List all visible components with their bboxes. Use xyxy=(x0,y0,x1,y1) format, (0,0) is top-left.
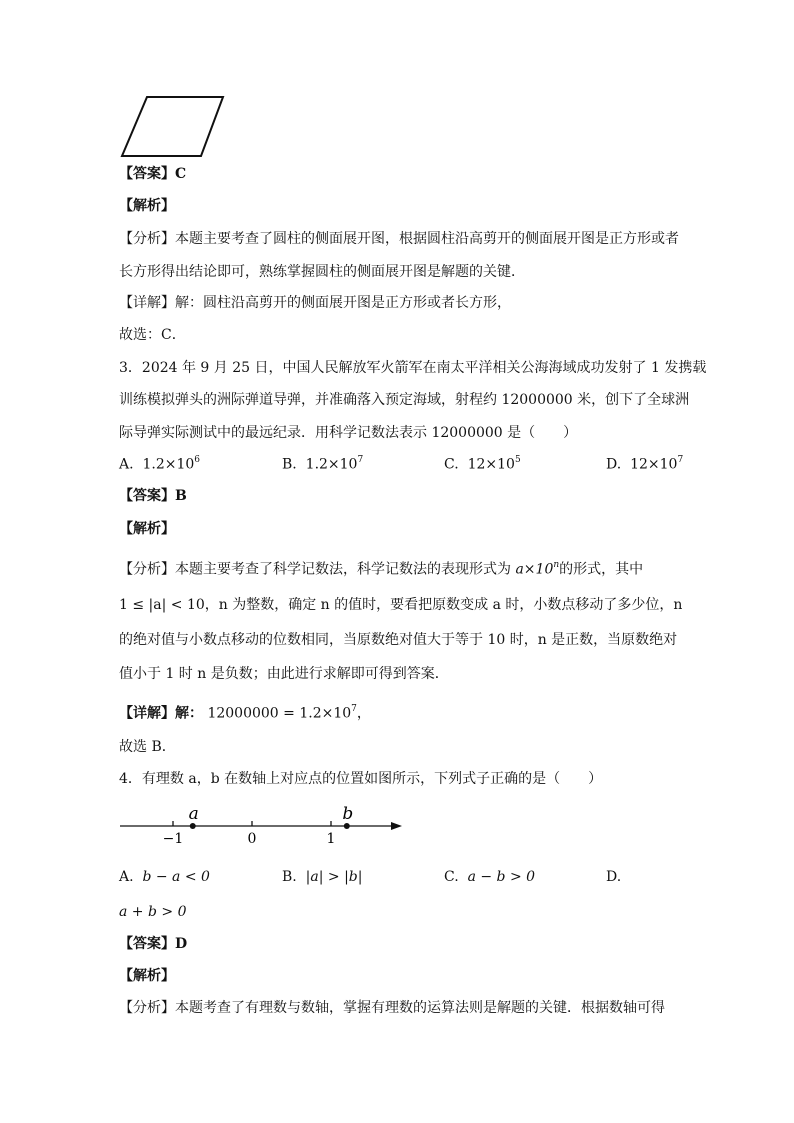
q2-answer: 【答案】C xyxy=(119,166,187,182)
q3-choose: 故选 B． xyxy=(119,739,176,755)
q4-option-d: D. xyxy=(606,869,622,885)
tick-label: 1 xyxy=(326,831,336,847)
q4-option-a: A. b − a < 0 xyxy=(119,869,210,885)
parallelogram-figure xyxy=(115,92,230,162)
q3-fenxi-line2: 1 ≤ |a| < 10，n 为整数，确定 n 的值时，要看把原数变成 a 时，小数点移动了多少位，n xyxy=(119,597,683,613)
q3-option-b: B. $1.2\times 10^7$ xyxy=(282,455,364,473)
q2-choose: 故选：C． xyxy=(119,327,186,343)
q4-option-b: B. |a| > |b| xyxy=(282,869,363,885)
number-line-arrow xyxy=(391,822,402,830)
number-line-figure xyxy=(115,800,410,850)
tick-label: −1 xyxy=(162,831,184,847)
q2-detail: 【详解】解：圆柱沿高剪开的侧面展开图是正方形或者长方形， xyxy=(119,295,511,311)
q4-stem: 4．有理数 a，b 在数轴上对应点的位置如图所示，下列式子正确的是（ ） xyxy=(119,771,603,787)
q3-fenxi-line3: 的绝对值与小数点移动的位数相同，当原数绝对值大于等于 10 时，n 是正数，当原数绝对 xyxy=(119,632,678,648)
q3-option-d: D. $12\times 10^7$ xyxy=(606,455,684,473)
q3-stem-line3: 际导弹实际测试中的最远纪录．用科学记数法表示 12000000 是（ ） xyxy=(119,425,578,441)
point-label-a: a xyxy=(188,804,199,824)
q3-stem-line2: 训练模拟弹头的洲际弹道导弹，并准确落入预定海域，射程约 12000000 米，创下了全球洲 xyxy=(119,392,690,408)
q3-answer: 【答案】B xyxy=(119,488,187,504)
q3-analysis-heading: 【解析】 xyxy=(119,521,175,537)
q3-option-c: C. $12\times 10^5$ xyxy=(444,455,521,473)
q2-fenxi-line2: 长方形得出结论即可，熟练掌握圆柱的侧面展开图是解题的关键． xyxy=(119,264,525,280)
q3-detail: 【详解】解： $12000000 = 1.2\times 10^7$， xyxy=(119,704,371,722)
q4-fenxi-line1: 【分析】本题考查了有理数与数轴，掌握有理数的运算法则是解题的关键．根据数轴可得 xyxy=(119,1000,665,1016)
q3-stem-line1: 3．2024 年 9 月 25 日，中国人民解放军火箭军在南太平洋相关公海海域成功发射了 1 发携载 xyxy=(119,360,707,376)
point-label-b: b xyxy=(342,804,354,824)
q4-option-d-expression: a + b > 0 xyxy=(119,904,187,920)
q4-analysis-heading: 【解析】 xyxy=(119,968,175,984)
q3-fenxi-line1: 【分析】本题主要考查了科学记数法，科学记数法的表现形式为 $a\times 10^n$的形式，其中 xyxy=(119,560,644,578)
q3-option-a: A. $1.2\times 10^6$ xyxy=(119,455,201,473)
q2-analysis-heading: 【解析】 xyxy=(119,198,175,214)
tick-label: 0 xyxy=(247,831,257,847)
q3-fenxi-line4: 值小于 1 时 n 是负数；由此进行求解即可得到答案． xyxy=(119,666,449,682)
q4-answer: 【答案】D xyxy=(119,936,188,952)
q4-option-c: C. a − b > 0 xyxy=(444,869,536,885)
q2-fenxi-line1: 【分析】本题主要考查了圆柱的侧面展开图，根据圆柱沿高剪开的侧面展开图是正方形或者 xyxy=(119,231,679,247)
